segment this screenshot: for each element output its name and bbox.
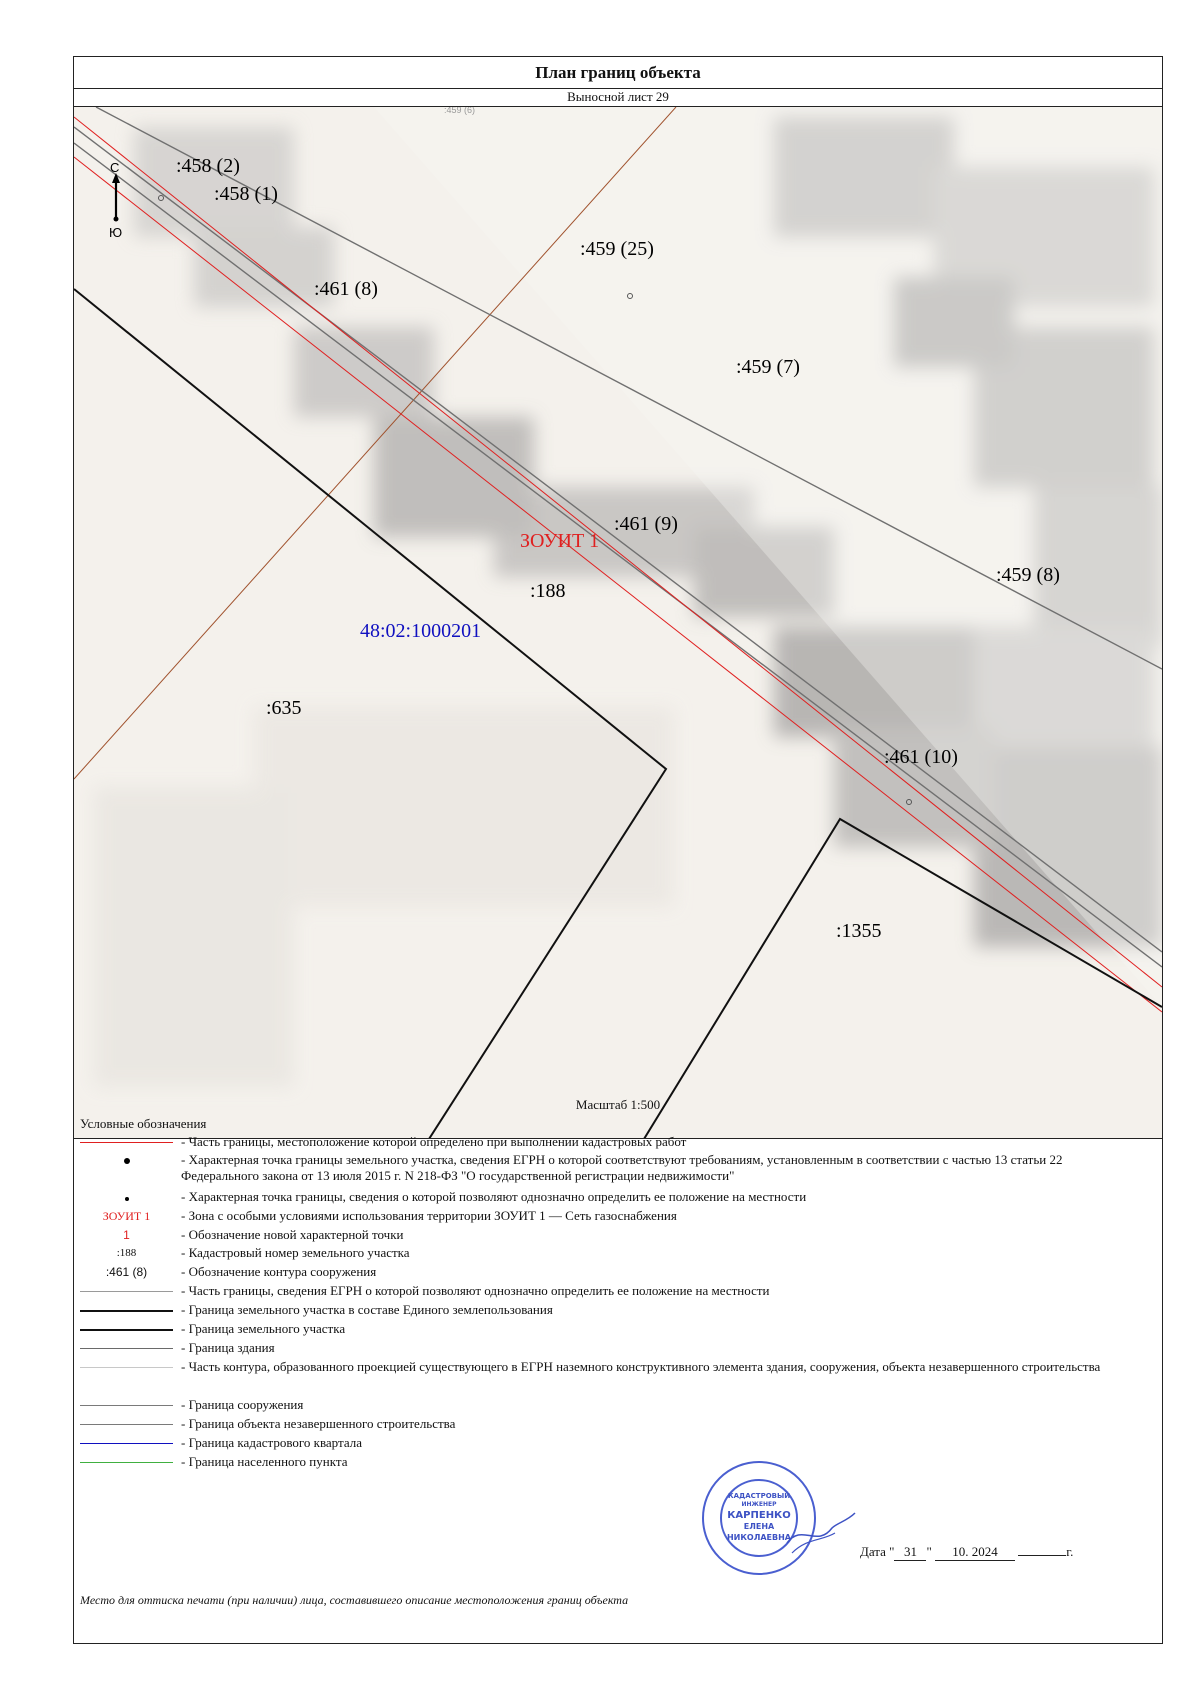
- svg-text:ЕЛЕНА: ЕЛЕНА: [743, 1522, 775, 1531]
- page-title: План границ объекта: [74, 57, 1162, 89]
- label-188: :188: [530, 580, 566, 602]
- compass-north: С: [110, 160, 120, 175]
- svg-text:КАДАСТРОВЫЙ: КАДАСТРОВЫЙ: [727, 1492, 791, 1500]
- scale-label: Масштаб 1:500: [575, 1097, 661, 1112]
- svg-text:КАРПЕНКО: КАРПЕНКО: [727, 1510, 791, 1521]
- label-461-9: :461 (9): [614, 513, 678, 535]
- label-461-8: :461 (8): [314, 278, 378, 300]
- label-459-7: :459 (7): [736, 356, 800, 378]
- svg-text:НИКОЛАЕВНА: НИКОЛАЕВНА: [726, 1533, 792, 1542]
- date-day: 31: [894, 1544, 926, 1561]
- svg-text:ИНЖЕНЕР: ИНЖЕНЕР: [741, 1501, 777, 1508]
- date-field: Дата " 31 " 10. 2024 г.: [860, 1544, 1074, 1559]
- date-blank: [1018, 1555, 1066, 1556]
- plan-sheet: План границ объекта Выносной лист 29 С Ю :459 (6) :458 (2) :458 (1) :459 (25) :461 (8) :459 (7) ЗОУИТ 1 :461 (9) :459 (8) :188 48:02:1000201 :635 :461 (10) :1355 Масштаб 1:500 Условные обозначения - Часть границы, местоположение которой определено при выполнении кадастровых работ - Характерная точка границы земельного участка, сведения ЕГРН о которой соответствуют требованиям, установленным в соответствии с частью 13 статьи 22 Федерального закона от 13 июля 2015 г. N 218-ФЗ "О государственной регистрации недвижимости" - Характерная точка границы, сведения о которой позволяют однозначно определить ее положение на местности ЗОУИТ 1 - Зона с особыми условиями использования территории ЗОУИТ 1 — Сеть газоснабжения 1 - Обозначение новой характерной точки :188 - Кадастровый номер земельного участка :461 (8) - Обозначение контура сооружения - Часть границы, сведения ЕГРН о которой позволяют однозначно определить ее положение на местности - Граница земельного участка в составе Единого землепользования - Граница земельного участка - Граница здания - Часть контура, образованного проекцией существующего в ЕГРН наземного конструктивного элемента здания, сооружения, объекта незавершенного строительства - Граница сооружения - Граница объекта незавершенного строительства - Граница кадастрового квартала - Граница населенного пункта КАДАСТРОВЫЙ ИНЖЕНЕР КАРПЕНКО ЕЛЕНА НИКОЛАЕВНА Дата " 31 " 10. 2024 г. Место для оттиска печати (при наличии) лица, составившего описание местоположения границ объекта: [73, 56, 1163, 1644]
- dot-small-icon: [125, 1197, 129, 1201]
- label-zouit: ЗОУИТ 1: [520, 530, 600, 552]
- date-month-year: 10. 2024: [935, 1544, 1015, 1561]
- label-459-6: :459 (6): [444, 107, 476, 115]
- label-458-1: :458 (1): [214, 183, 278, 205]
- sheet-subtitle: Выносной лист 29: [74, 89, 1162, 107]
- label-quarter: 48:02:1000201: [360, 620, 482, 642]
- map-canvas: [74, 107, 1162, 1139]
- legend-red-line: [80, 1142, 173, 1143]
- label-635: :635: [266, 697, 302, 719]
- legend-title: Условные обозначения: [80, 1116, 207, 1131]
- label-458-2: :458 (2): [176, 155, 240, 177]
- stamp-note: Место для оттиска печати (при наличии) лица, составившего описание местоположения границ объекта: [80, 1593, 629, 1607]
- label-1355: :1355: [836, 920, 882, 942]
- label-459-25: :459 (25): [580, 238, 654, 260]
- seal-stamp: [697, 1453, 857, 1583]
- map-area[interactable]: [74, 107, 1162, 1139]
- compass-south: Ю: [109, 225, 123, 240]
- label-459-8: :459 (8): [996, 564, 1060, 586]
- label-461-10: :461 (10): [884, 746, 958, 768]
- dot-big-icon: [124, 1158, 130, 1164]
